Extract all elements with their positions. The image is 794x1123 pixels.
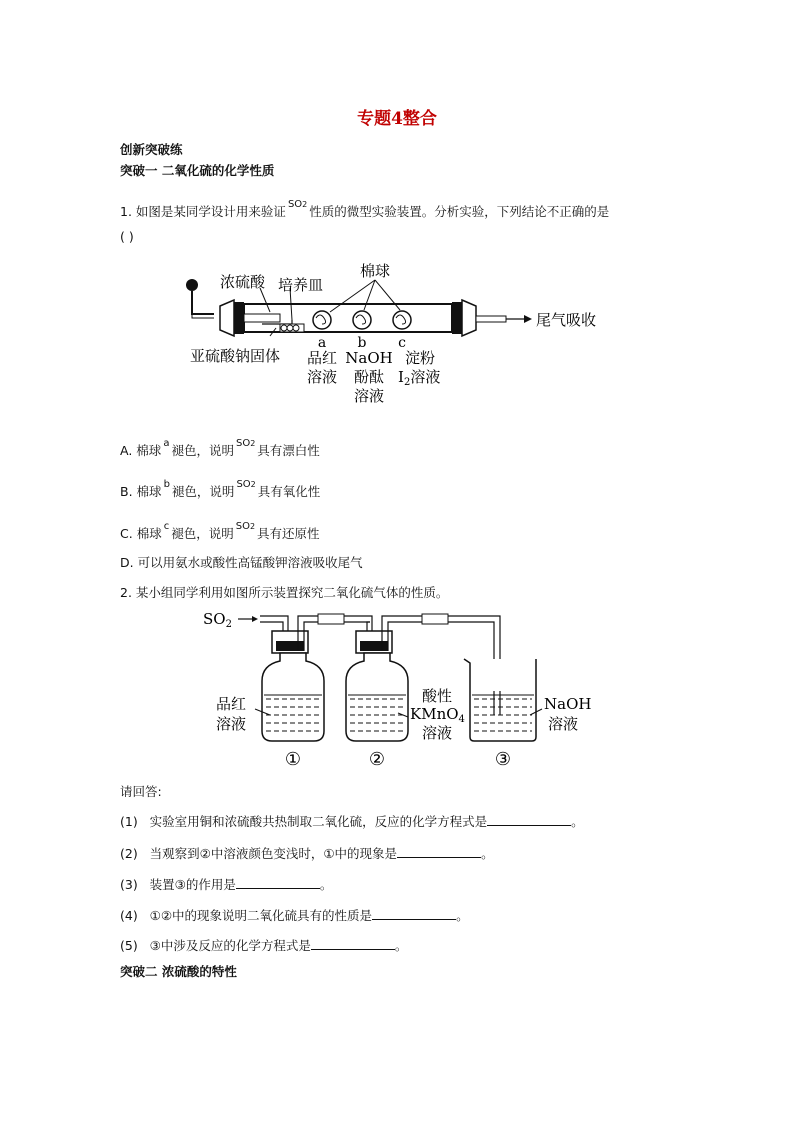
- bottle-2: [346, 631, 408, 741]
- label-b2-1: 酸性: [422, 687, 453, 705]
- sub-question-2: (2) 当观察到②中溶液颜色变浅时，①中的现象是 。: [120, 846, 494, 861]
- reagent-b-2: 酚酞: [353, 368, 385, 386]
- label-b3-2: 溶液: [548, 715, 579, 733]
- sub-question-1: (1) 实验室用铜和浓硫酸共热制取二氧化硫，反应的化学方程式是 。: [120, 814, 584, 829]
- connector-2: [422, 614, 448, 624]
- label-b1-2: 溶液: [216, 715, 247, 733]
- reagent-b-3: 溶液: [353, 387, 385, 405]
- label-c: c: [398, 335, 406, 351]
- label-so2-inlet: $SO_2$: [203, 610, 232, 630]
- answer-blank-2[interactable]: [397, 847, 481, 858]
- number-1: ①: [284, 749, 302, 770]
- label-b1-1: 品红: [216, 695, 247, 713]
- label-cotton: 棉球: [360, 262, 391, 280]
- sub-question-3: (3) 装置③的作用是 。: [120, 877, 333, 892]
- cotton-ball-a: [313, 311, 331, 329]
- label-b2-3: 溶液: [422, 724, 453, 742]
- reagent-c-2: $I_2$溶液: [398, 368, 441, 388]
- answer-blank-1[interactable]: [487, 815, 571, 826]
- reagent-c-1: 淀粉: [404, 349, 436, 367]
- label-b3-1: NaOH: [544, 695, 592, 713]
- cotton-ball-c: [393, 311, 411, 329]
- sub-question-5: (5) ③中涉及反应的化学方程式是 。: [120, 938, 408, 953]
- reagent-a-2: 溶液: [306, 368, 338, 386]
- connector-1: [318, 614, 344, 624]
- label-sulfite: 亚硫酸钠固体: [190, 347, 281, 365]
- option-b[interactable]: B. 棉球 $^b$ 褪色，说明 $^{SO2}$ 具有氧化性: [120, 479, 321, 499]
- label-b: b: [357, 335, 367, 351]
- answer-blank-5[interactable]: [311, 939, 395, 950]
- part1-heading: 突破一 二氧化硫的化学性质: [120, 163, 275, 178]
- part2-heading: 突破二 浓硫酸的特性: [120, 964, 237, 979]
- q1-answer-paren: ( ): [120, 229, 134, 244]
- label-dish: 培养皿: [278, 276, 324, 294]
- q1-text-b: 性质的微型实验装置。分析实验，下列结论不正确的是: [309, 204, 610, 219]
- exhaust-arrow: [524, 315, 532, 323]
- apparatus-figure-2: [200, 605, 610, 775]
- reagent-a-1: 品红: [306, 349, 338, 367]
- number-3: ③: [494, 749, 512, 770]
- beaker-3: [464, 659, 536, 741]
- right-stopper: [462, 300, 476, 336]
- option-c[interactable]: C. 棉球 $^c$ 褪色，说明 $^{SO2}$ 具有还原性: [120, 521, 320, 541]
- label-b2-2: KMnO$_4$: [410, 705, 465, 725]
- option-d[interactable]: D. 可以用氨水或酸性高锰酸钾溶液吸收尾气: [120, 555, 363, 570]
- number-2: ②: [368, 749, 386, 770]
- question-1: [120, 199, 610, 220]
- answer-blank-4[interactable]: [372, 909, 456, 920]
- label-exhaust: 尾气吸收: [536, 311, 597, 329]
- cotton-ball-b: [353, 311, 371, 329]
- q1-formula: SO2: [287, 199, 308, 210]
- outlet-tube: [476, 316, 506, 322]
- answer-blank-3[interactable]: [236, 878, 320, 889]
- apparatus-figure-1: [180, 262, 640, 412]
- bottle-1: [262, 631, 324, 741]
- page-title: 专题4整合: [357, 109, 437, 129]
- dropper-bulb: [186, 279, 198, 291]
- reagent-b-1: NaOH: [345, 349, 393, 367]
- sub-question-4: (4) ①②中的现象说明二氧化硫具有的性质是 。: [120, 908, 469, 923]
- question-2: 2. 某小组同学利用如图所示装置探究二氧化硫气体的性质。: [120, 585, 449, 600]
- section-heading: 创新突破练: [120, 142, 183, 157]
- dropper-stem: [192, 291, 214, 314]
- label-a: a: [317, 335, 327, 351]
- option-a[interactable]: A. 棉球 $^a$ 褪色，说明 $^{SO2}$ 具有漂白性: [120, 438, 320, 458]
- q1-number: 1.: [120, 204, 132, 219]
- label-conc-acid: 浓硫酸: [220, 273, 266, 291]
- please-answer: 请回答:: [120, 784, 162, 799]
- q1-text-a: 如图是某同学设计用来验证: [135, 204, 286, 219]
- left-stopper: [220, 300, 234, 336]
